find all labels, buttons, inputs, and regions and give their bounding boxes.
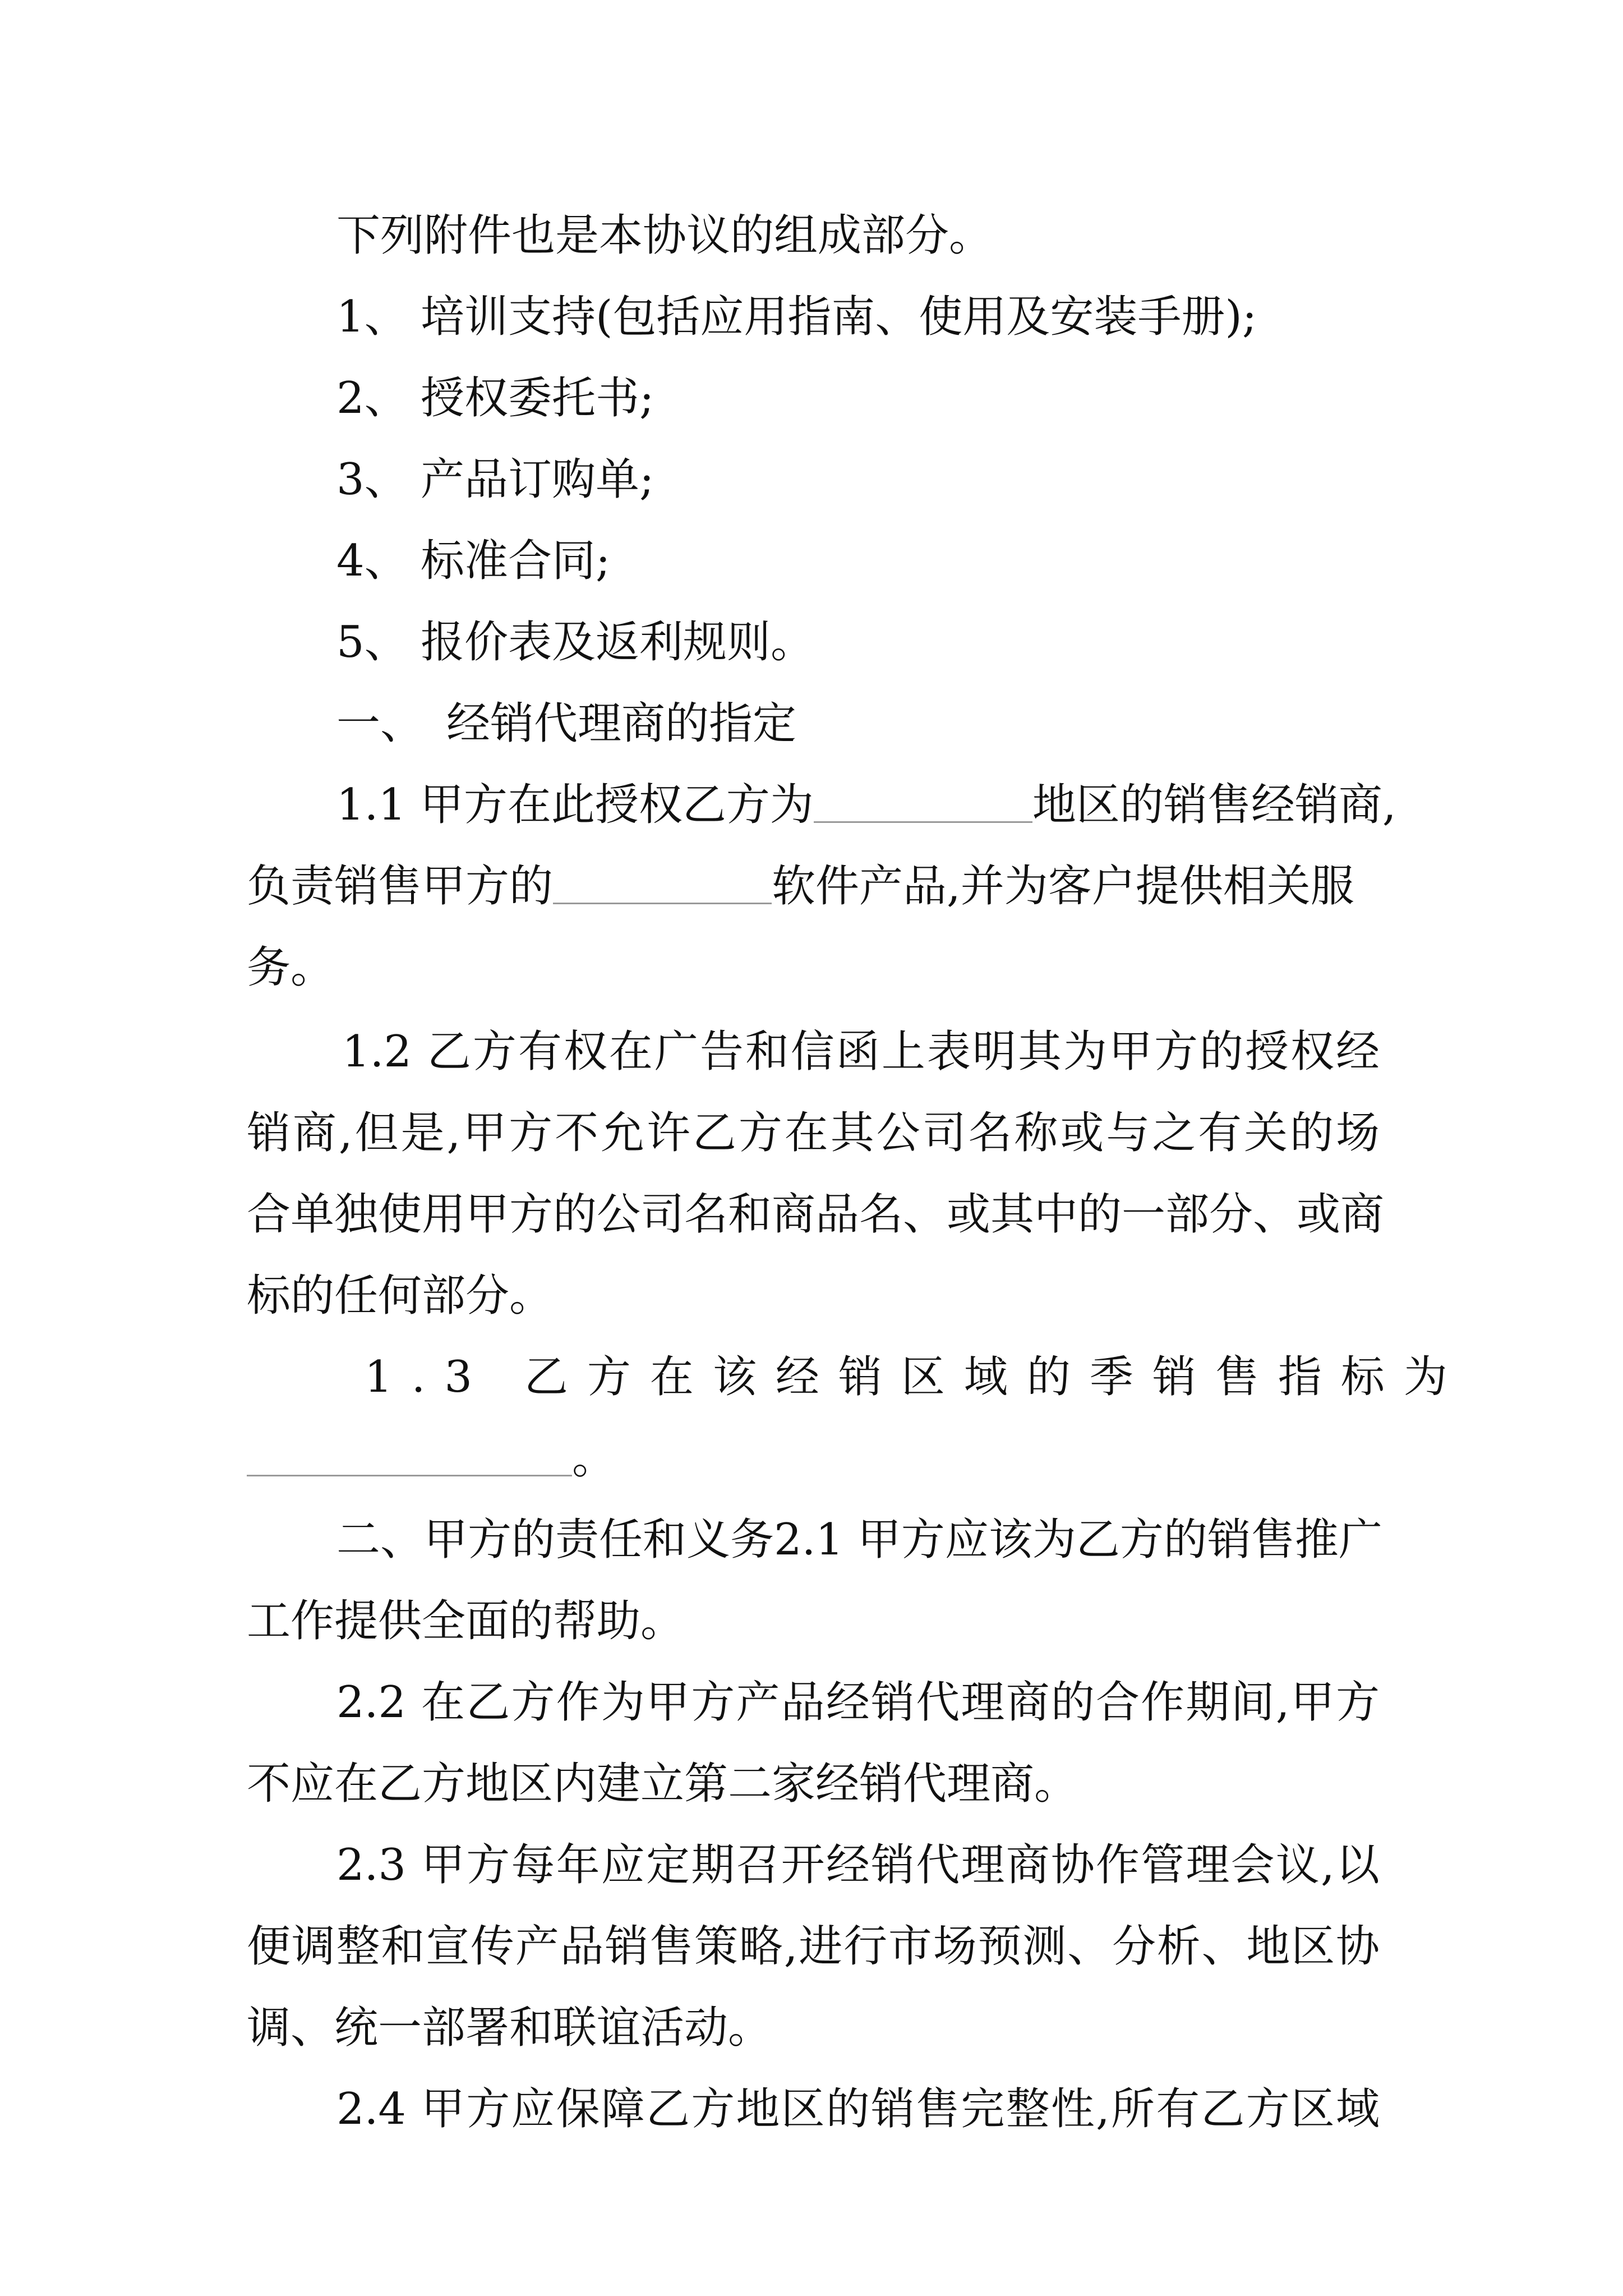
clause-2-3-line-2: 便调整和宣传产品销售策略,进行市场预测、分析、地区协 <box>247 1921 1380 1972</box>
clause-text: 1.1 甲方在此授权乙方为 <box>336 780 814 830</box>
clause-text: 。 <box>572 1433 616 1484</box>
clause-1-1-line-1 <box>336 774 1396 836</box>
clause-2-4-line-1: 2.4 甲方应保障乙方地区的销售完整性,所有乙方区域 <box>336 2084 1380 2134</box>
clause-text: 负责销售甲方的 <box>247 861 554 912</box>
clause-1-2-line-2: 销商,但是,甲方不允许乙方在其公司名称或与之有关的场 <box>247 1108 1380 1158</box>
attachment-item-3 <box>336 449 1380 510</box>
attachment-text: 授权委托书; <box>421 373 654 424</box>
section-1-heading <box>336 693 1380 754</box>
clause-2-2-line-1: 2.2 在乙方作为甲方产品经销代理商的合作期间,甲方 <box>336 1677 1380 1728</box>
attachment-item-2 <box>336 367 1380 429</box>
clause-1-2-line-4: 标的任何部分。 <box>247 1271 554 1321</box>
clause-1-3-line-2 <box>247 1428 1380 1489</box>
attachment-item-5 <box>336 611 1380 673</box>
intro-paragraph: 下列附件也是本协议的组成部分。 <box>336 210 993 261</box>
clause-1-1-line-2 <box>247 855 1380 917</box>
heading-number: 一、 <box>336 698 425 749</box>
attachment-number: 4、 <box>336 536 408 586</box>
clause-2-2-line-2: 不应在乙方地区内建立第二家经销代理商。 <box>247 1759 1078 1809</box>
section-2-line-2: 工作提供全面的帮助。 <box>247 1596 685 1646</box>
attachment-item-1 <box>336 286 1380 348</box>
attachment-text: 培训支持(包括应用指南、使用及安装手册); <box>421 292 1257 342</box>
heading-text: 经销代理商的指定 <box>446 698 797 749</box>
attachment-text: 报价表及返利规则。 <box>421 617 815 668</box>
section-2-line-1: 二、甲方的责任和义务2.1 甲方应该为乙方的销售推广 <box>336 1515 1382 1565</box>
clause-1-2-line-1: 1.2 乙方有权在广告和信函上表明其为甲方的授权经 <box>342 1027 1380 1077</box>
clause-text: 地区的销售经销商, <box>1032 780 1396 830</box>
attachment-number: 3、 <box>336 454 408 505</box>
fill-blank-region[interactable] <box>814 782 1032 823</box>
attachment-text: 标准合同; <box>421 536 611 586</box>
clause-text: 软件产品,并为客户提供相关服 <box>772 861 1354 912</box>
attachment-number: 1、 <box>336 292 408 342</box>
attachment-item-4 <box>336 530 1380 592</box>
clause-1-1-line-3: 务。 <box>247 942 335 993</box>
attachment-text: 产品订购单; <box>421 454 654 505</box>
fill-blank-quarterly-target[interactable] <box>247 1435 572 1476</box>
clause-2-3-line-3: 调、统一部署和联谊活动。 <box>247 2003 772 2053</box>
attachment-number: 2、 <box>336 373 408 424</box>
clause-2-3-line-1: 2.3 甲方每年应定期召开经销代理商协作管理会议,以 <box>336 1840 1380 1890</box>
clause-1-3-line-1: 1.3 乙方在该经销区域的季销售指标为 <box>365 1352 1467 1402</box>
clause-1-2-line-3: 合单独使用甲方的公司名和商品名、或其中的一部分、或商 <box>247 1189 1385 1240</box>
fill-blank-product[interactable] <box>553 863 772 904</box>
attachment-number: 5、 <box>336 617 408 668</box>
